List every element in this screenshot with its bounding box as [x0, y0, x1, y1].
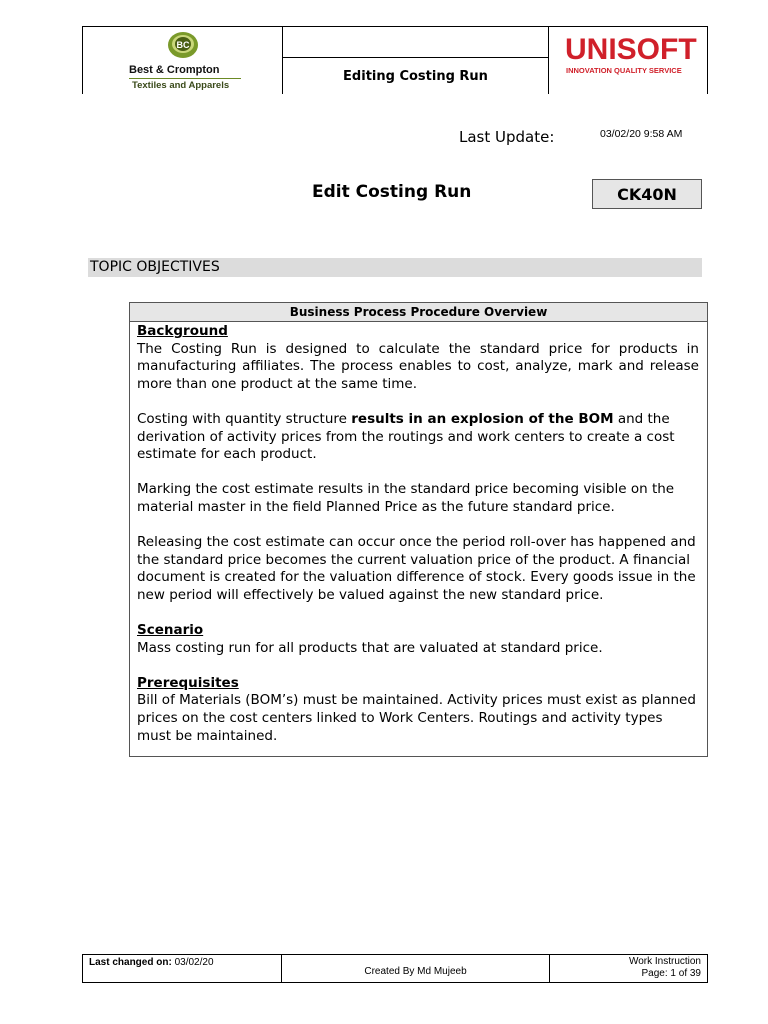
process-overview-box [129, 302, 708, 757]
background-p2-pre: Costing with quantity structure [137, 410, 352, 427]
background-paragraph-1: The Costing Run is designed to calculate the standard price for products in manufacturing affiliates. The process enables to cost, analyze, mark and release more than one product at the same time. [137, 340, 699, 392]
overview-header: Business Process Procedure Overview [130, 303, 707, 322]
vendor-logo-cell [548, 26, 708, 94]
page-number: Page: 1 of 39 [641, 968, 701, 979]
background-paragraph-4: Releasing the cost estimate can occur once the period roll-over has happened and the standard price becomes the current valuation price of the product. A financial document is created for the valuation difference of stock. Every goods issue in the new period will effectively be valued against the new standard price. [137, 534, 696, 603]
overview-body [130, 322, 707, 745]
header-empty-cell [282, 26, 549, 58]
background-p2-bold: results in an explosion of the BOM [351, 410, 614, 427]
background-paragraph-2 [137, 411, 699, 464]
bc-emblem-icon [165, 30, 201, 60]
svg-text:BC: BC [176, 40, 190, 50]
company-logo-cell [82, 26, 283, 94]
prerequisites-text: Bill of Materials (BOM’s) must be maintained. Activity prices must exist as planned prices on the cost centers linked to Work Centers. Routings and activity types must be maintained. [137, 692, 696, 744]
transaction-code-box: CK40N [592, 179, 702, 209]
last-changed-value: 03/02/20 [174, 957, 214, 968]
doc-type: Work Instruction [628, 956, 701, 967]
background-heading: Background [137, 323, 228, 339]
scenario-text: Mass costing run for all products that are valuated at standard price. [137, 639, 603, 656]
topic-objectives-heading: TOPIC OBJECTIVES [88, 258, 702, 277]
last-update-value: 03/02/20 9:58 AM [600, 128, 683, 140]
footer-created-by: Created By Md Mujeeb [282, 955, 550, 982]
background-p2-post: and the derivation of activity prices from the routings and work centers to create a cost estimate for each product. [137, 410, 675, 463]
document-header [82, 26, 708, 94]
page-title: Edit Costing Run [312, 182, 472, 202]
last-update-label: Last Update: [459, 128, 555, 146]
document-title: Editing Costing Run [282, 57, 549, 94]
logo-divider [129, 78, 241, 79]
last-changed-label: Last changed on: [89, 957, 172, 968]
prerequisites-heading: Prerequisites [137, 674, 239, 691]
footer-page-info [550, 955, 707, 982]
vendor-tagline: INNOVATION QUALITY SERVICE [566, 66, 682, 75]
vendor-logo: UNISOFT [565, 33, 697, 66]
company-name: Best & Crompton [129, 64, 220, 76]
document-footer [82, 954, 708, 983]
background-paragraph-3: Marking the cost estimate results in the standard price becoming visible on the material master in the field Planned Price as the future standard price. [137, 481, 675, 515]
footer-last-changed [83, 955, 282, 982]
scenario-heading: Scenario [137, 622, 204, 639]
company-tagline: Textiles and Apparels [132, 80, 230, 91]
